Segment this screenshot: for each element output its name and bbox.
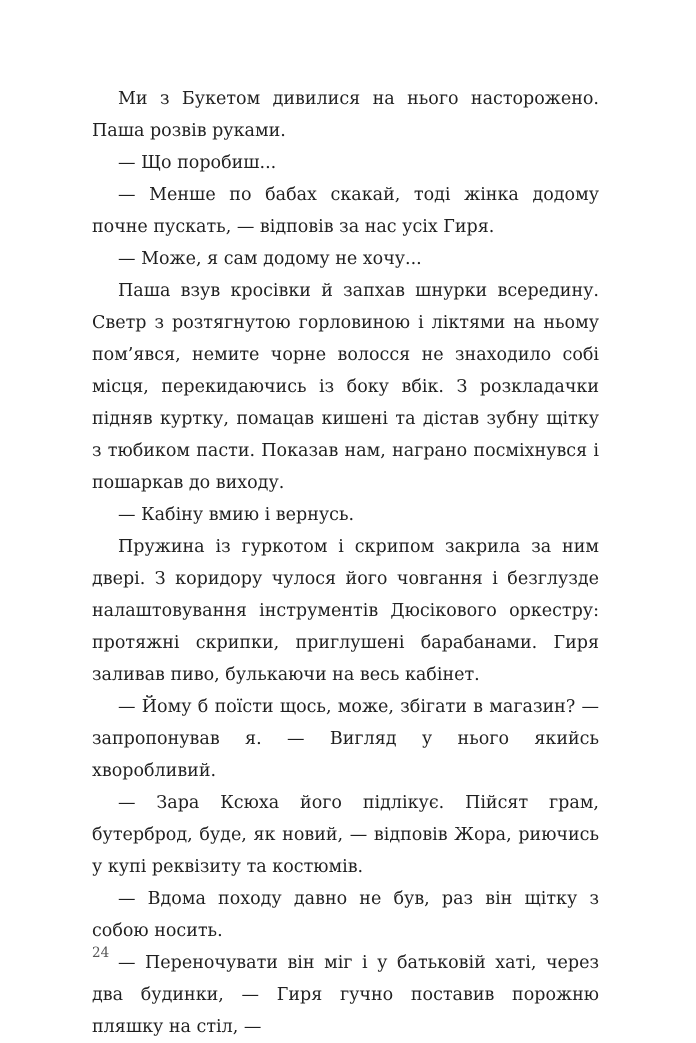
paragraph: — Кабіну вмию і вернусь. (118, 505, 355, 525)
paragraph: — Зара Ксюха його підлікує. Пійсят грам, бутерброд, буде, як новий, — відповів Жора, риючись у купі реквізиту та костюмів. (92, 793, 599, 877)
body-text (92, 83, 599, 1043)
paragraph: — Переночувати він міг і у батьковій хаті, через два будинки, — Гиря гучно поставив порожню пляшку на стіл, — (92, 953, 599, 1037)
paragraph: — Вдома походу давно не був, раз він щітку з собою носить. (92, 889, 599, 941)
paragraph: Паша взув кросівки й запхав шнурки всередину. Светр з розтягнутою горловиною і ліктями на ньому пом’явся, немите чорне волосся не знаходило собі місця, перекидаючись із боку вбік. З розкладачки підняв куртку, помацав кишені та дістав зубну щітку з тюбиком пасти. Показав нам, награно посміхнувся і пошаркав до виходу. (92, 281, 599, 493)
paragraph: Ми з Букетом дивилися на нього насторожено. Паша розвів руками. (92, 89, 599, 141)
paragraph: — Може, я сам додому не хочу... (118, 249, 422, 269)
paragraph: — Менше по бабах скакай, тоді жінка додому почне пускать, — відповів за нас усіх Гиря. (92, 185, 599, 237)
paragraph: — Що поробиш... (118, 153, 277, 173)
paragraph: — Йому б поїсти щось, може, збігати в магазин? — запропонував я. — Вигляд у нього якийсь хворобливий. (92, 697, 599, 781)
page-number: 24 (92, 945, 110, 961)
paragraph: Пружина із гуркотом і скрипом закрила за ним двері. З коридору чулося його човгання і безглузде налаштовування інструментів Дюсікового оркестру: протяжні скрипки, приглушені барабанами. Гиря заливав пиво, булькаючи на весь кабінет. (92, 537, 599, 685)
